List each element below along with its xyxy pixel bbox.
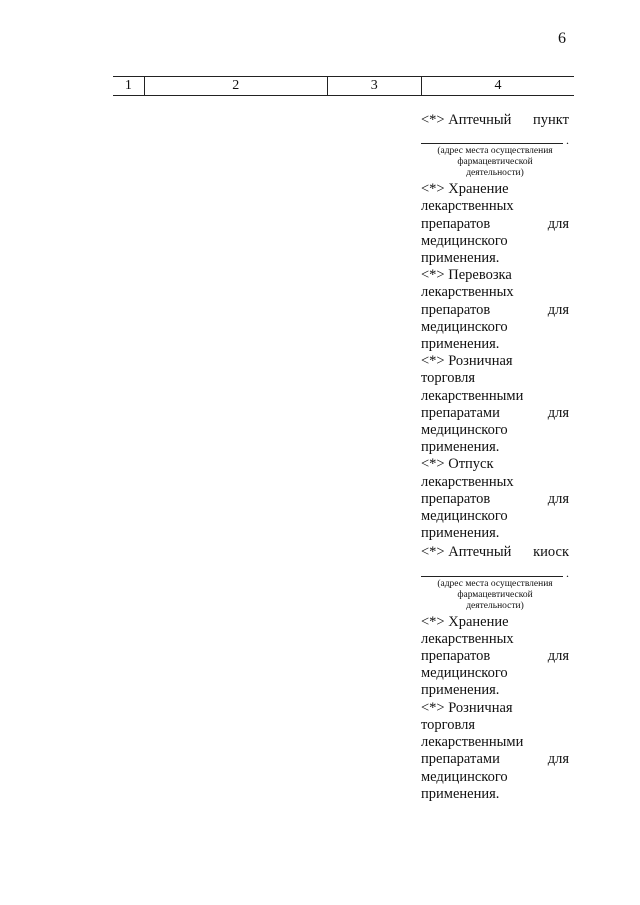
text-fragment: препаратов	[421, 215, 491, 232]
activity-line	[421, 250, 569, 267]
activity-line	[421, 456, 569, 473]
text-fragment: для	[547, 404, 569, 421]
text-fragment: для	[547, 215, 569, 232]
activity-line	[421, 216, 569, 233]
blank-end-mark: .	[566, 133, 569, 148]
activity-line	[421, 422, 569, 439]
activity-line	[421, 302, 569, 319]
text-fragment: <*> Аптечный	[421, 112, 512, 128]
address-blank-line	[421, 562, 569, 580]
pharmacy-type-heading	[421, 544, 569, 561]
column-header-3: 3	[327, 77, 421, 96]
activity-item	[421, 267, 569, 353]
activity-item	[421, 700, 569, 803]
address-note	[421, 146, 569, 179]
address-blank-line	[421, 129, 569, 148]
activity-line	[421, 614, 569, 631]
text-fragment: <*> Перевозка	[421, 267, 512, 284]
text-fragment: лекарственных	[421, 198, 514, 215]
text-fragment: <*> Отпуск	[421, 456, 494, 473]
activity-line	[421, 284, 569, 301]
text-fragment: для	[547, 301, 569, 318]
text-fragment: медицинского	[421, 768, 508, 785]
column-header-4: 4	[421, 77, 574, 96]
address-note	[421, 579, 569, 612]
address-note-line: (адрес места осуществления	[437, 146, 553, 157]
text-fragment: лекарственных	[421, 630, 514, 647]
text-fragment: лекарственными	[421, 387, 524, 404]
address-note-line: фармацевтической	[457, 589, 533, 600]
pharmacy-block	[421, 112, 569, 544]
text-fragment: торговля	[421, 370, 476, 387]
text-fragment: медицинского	[421, 232, 508, 249]
activity-line	[421, 700, 569, 717]
text-fragment: применения.	[421, 682, 500, 699]
text-fragment: торговля	[421, 716, 476, 733]
activity-item	[421, 614, 569, 700]
activity-line	[421, 631, 569, 648]
activity-line	[421, 717, 569, 734]
activity-line	[421, 198, 569, 215]
column-header-1: 1	[113, 77, 144, 96]
text-fragment: применения.	[421, 336, 500, 353]
text-fragment: препаратами	[421, 751, 500, 768]
text-fragment: киоск	[533, 544, 569, 561]
text-fragment: применения.	[421, 525, 500, 542]
text-fragment: препаратов	[421, 301, 491, 318]
activity-line	[421, 474, 569, 491]
activity-line	[421, 665, 569, 682]
activity-line	[421, 786, 569, 803]
text-fragment: лекарственных	[421, 473, 514, 490]
activity-line	[421, 353, 569, 370]
text-fragment: медицинского	[421, 665, 508, 682]
text-fragment: <*> Хранение	[421, 181, 509, 198]
text-fragment: лекарственными	[421, 734, 524, 751]
address-note-line: (адрес места осуществления	[437, 578, 553, 589]
pharmacy-type-heading	[421, 112, 569, 129]
activity-line	[421, 181, 569, 198]
text-fragment: <*> Розничная	[421, 353, 513, 370]
text-fragment: для	[547, 751, 569, 768]
column-header-row	[113, 76, 574, 96]
column-header-2: 2	[144, 77, 327, 96]
activity-line	[421, 769, 569, 786]
activity-line	[421, 682, 569, 699]
activity-line	[421, 508, 569, 525]
activity-item	[421, 181, 569, 267]
activity-line	[421, 734, 569, 751]
text-fragment: медицинского	[421, 422, 508, 439]
text-fragment: препаратов	[421, 648, 491, 665]
activity-line	[421, 525, 569, 542]
activity-line	[421, 319, 569, 336]
page-number: 6	[558, 30, 566, 47]
address-note-line: деятельности)	[466, 600, 524, 611]
text-fragment: лекарственных	[421, 284, 514, 301]
text-fragment: препаратами	[421, 404, 500, 421]
activity-line	[421, 388, 569, 405]
activity-line	[421, 751, 569, 768]
blank-end-mark: .	[566, 565, 569, 580]
text-fragment: для	[547, 648, 569, 665]
activity-line	[421, 267, 569, 284]
column-4-content	[421, 112, 569, 803]
text-fragment: применения.	[421, 250, 500, 267]
activity-line	[421, 439, 569, 456]
pharmacy-block	[421, 544, 569, 802]
activity-line	[421, 491, 569, 508]
activity-line	[421, 233, 569, 250]
text-fragment: применения.	[421, 785, 500, 802]
activity-line	[421, 648, 569, 665]
text-fragment: <*> Аптечный	[421, 544, 512, 561]
text-fragment: пункт	[533, 112, 569, 128]
activity-line	[421, 370, 569, 387]
address-note-line: деятельности)	[466, 168, 524, 179]
text-fragment: <*> Хранение	[421, 613, 509, 630]
activity-line	[421, 405, 569, 422]
text-fragment: применения.	[421, 439, 500, 456]
address-note-line: фармацевтической	[457, 157, 533, 168]
text-fragment: <*> Розничная	[421, 699, 513, 716]
text-fragment: для	[547, 490, 569, 507]
text-fragment: медицинского	[421, 508, 508, 525]
text-fragment: медицинского	[421, 318, 508, 335]
activity-item	[421, 353, 569, 456]
activity-item	[421, 456, 569, 542]
text-fragment: препаратов	[421, 490, 491, 507]
activity-line	[421, 336, 569, 353]
